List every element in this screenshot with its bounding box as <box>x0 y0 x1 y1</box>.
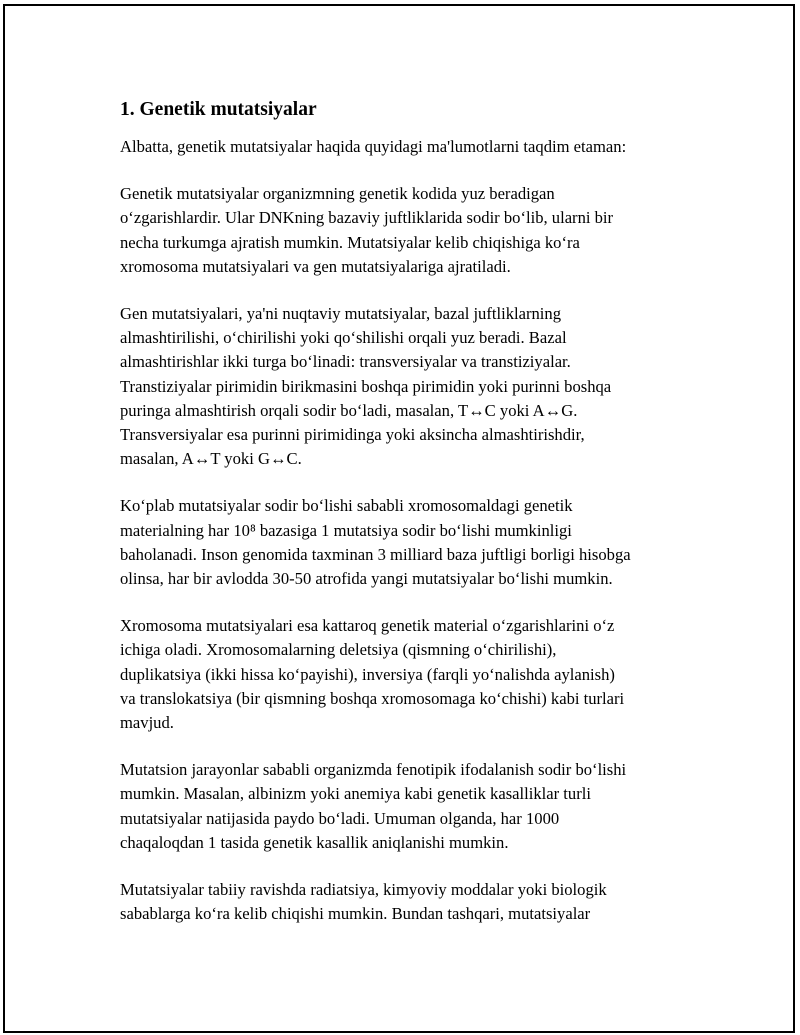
gene-mutations-paragraph <box>120 302 700 471</box>
text-line: xromosoma mutatsiyalari va gen mutatsiyalariga ajratiladi. <box>120 256 511 276</box>
text-line: masalan, A↔T yoki G↔C. <box>120 449 302 469</box>
intro-paragraph <box>120 135 700 159</box>
text-line: almashtirishlar ikki turga bo‘linadi: transversiyalar va transtiziyalar. <box>120 352 571 372</box>
text-line: duplikatsiya (ikki hissa ko‘payishi), inversiya (farqli yo‘nalishda aylanish) <box>120 664 615 684</box>
section-heading: 1. Genetik mutatsiyalar <box>120 99 317 120</box>
text-line: materialning har 10⁸ bazasiga 1 mutatsiya sodir bo‘lishi mumkinligi <box>120 520 572 540</box>
text-line: sabablarga ko‘ra kelib chiqishi mumkin. Bundan tashqari, mutatsiyalar <box>120 904 591 924</box>
text-line: mutatsiyalar natijasida paydo bo‘ladi. Umuman olganda, har 1000 <box>120 808 560 828</box>
causes-paragraph <box>120 878 700 926</box>
text-line: Transtiziyalar pirimidin birikmasini boshqa pirimidin yoki purinni boshqa <box>120 376 612 396</box>
text-line: Gen mutatsiyalari, ya'ni nuqtaviy mutatsiyalar, bazal juftliklarning <box>120 304 562 324</box>
document-body <box>120 98 700 949</box>
text-line: Genetik mutatsiyalar organizmning genetik kodida yuz beradigan <box>120 184 555 204</box>
mutation-rate-paragraph <box>120 494 700 591</box>
text-line: Albatta, genetik mutatsiyalar haqida quyidagi ma'lumotlarni taqdim etaman: <box>120 137 627 156</box>
text-line: Mutatsiyalar tabiiy ravishda radiatsiya, kimyoviy moddalar yoki biologik <box>120 880 607 900</box>
text-line: va translokatsiya (bir qismning boshqa xromosomaga ko‘chishi) kabi turlari <box>120 688 625 708</box>
definition-paragraph <box>120 182 700 279</box>
chromosome-mutations-paragraph <box>120 614 700 735</box>
text-line: baholanadi. Inson genomida taxminan 3 milliard baza juftligi borligi hisobga <box>120 544 631 564</box>
text-line: puringa almashtirish orqali sodir bo‘ladi, masalan, T↔C yoki A↔G. <box>120 400 578 420</box>
text-line: mumkin. Masalan, albinizm yoki anemiya kabi genetik kasalliklar turli <box>120 784 591 804</box>
document-page <box>3 4 795 1033</box>
text-line: Mutatsion jarayonlar sababli organizmda fenotipik ifodalanish sodir bo‘lishi <box>120 760 627 780</box>
text-line: Ko‘plab mutatsiyalar sodir bo‘lishi sababli xromosomaldagi genetik <box>120 496 573 516</box>
text-line: necha turkumga ajratish mumkin. Mutatsiyalar kelib chiqishiga ko‘ra <box>120 232 580 252</box>
text-line: olinsa, har bir avlodda 30-50 atrofida yangi mutatsiyalar bo‘lishi mumkin. <box>120 569 613 589</box>
text-line: chaqaloqdan 1 tasida genetik kasallik aniqlanishi mumkin. <box>120 832 509 852</box>
text-line: ichiga oladi. Xromosomalarning deletsiya (qismning o‘chirilishi), <box>120 640 557 660</box>
text-line: Xromosoma mutatsiyalari esa kattaroq genetik material o‘zgarishlarini o‘z <box>120 616 615 636</box>
text-line: Transversiyalar esa purinni pirimidinga yoki aksincha almashtirishdir, <box>120 425 585 445</box>
text-line: o‘zgarishlardir. Ular DNKning bazaviy juftliklarida sodir bo‘lib, ularni bir <box>120 208 614 228</box>
phenotype-paragraph <box>120 758 700 855</box>
text-line: almashtirilishi, o‘chirilishi yoki qo‘shilishi orqali yuz beradi. Bazal <box>120 328 567 348</box>
text-line: mavjud. <box>120 713 174 733</box>
